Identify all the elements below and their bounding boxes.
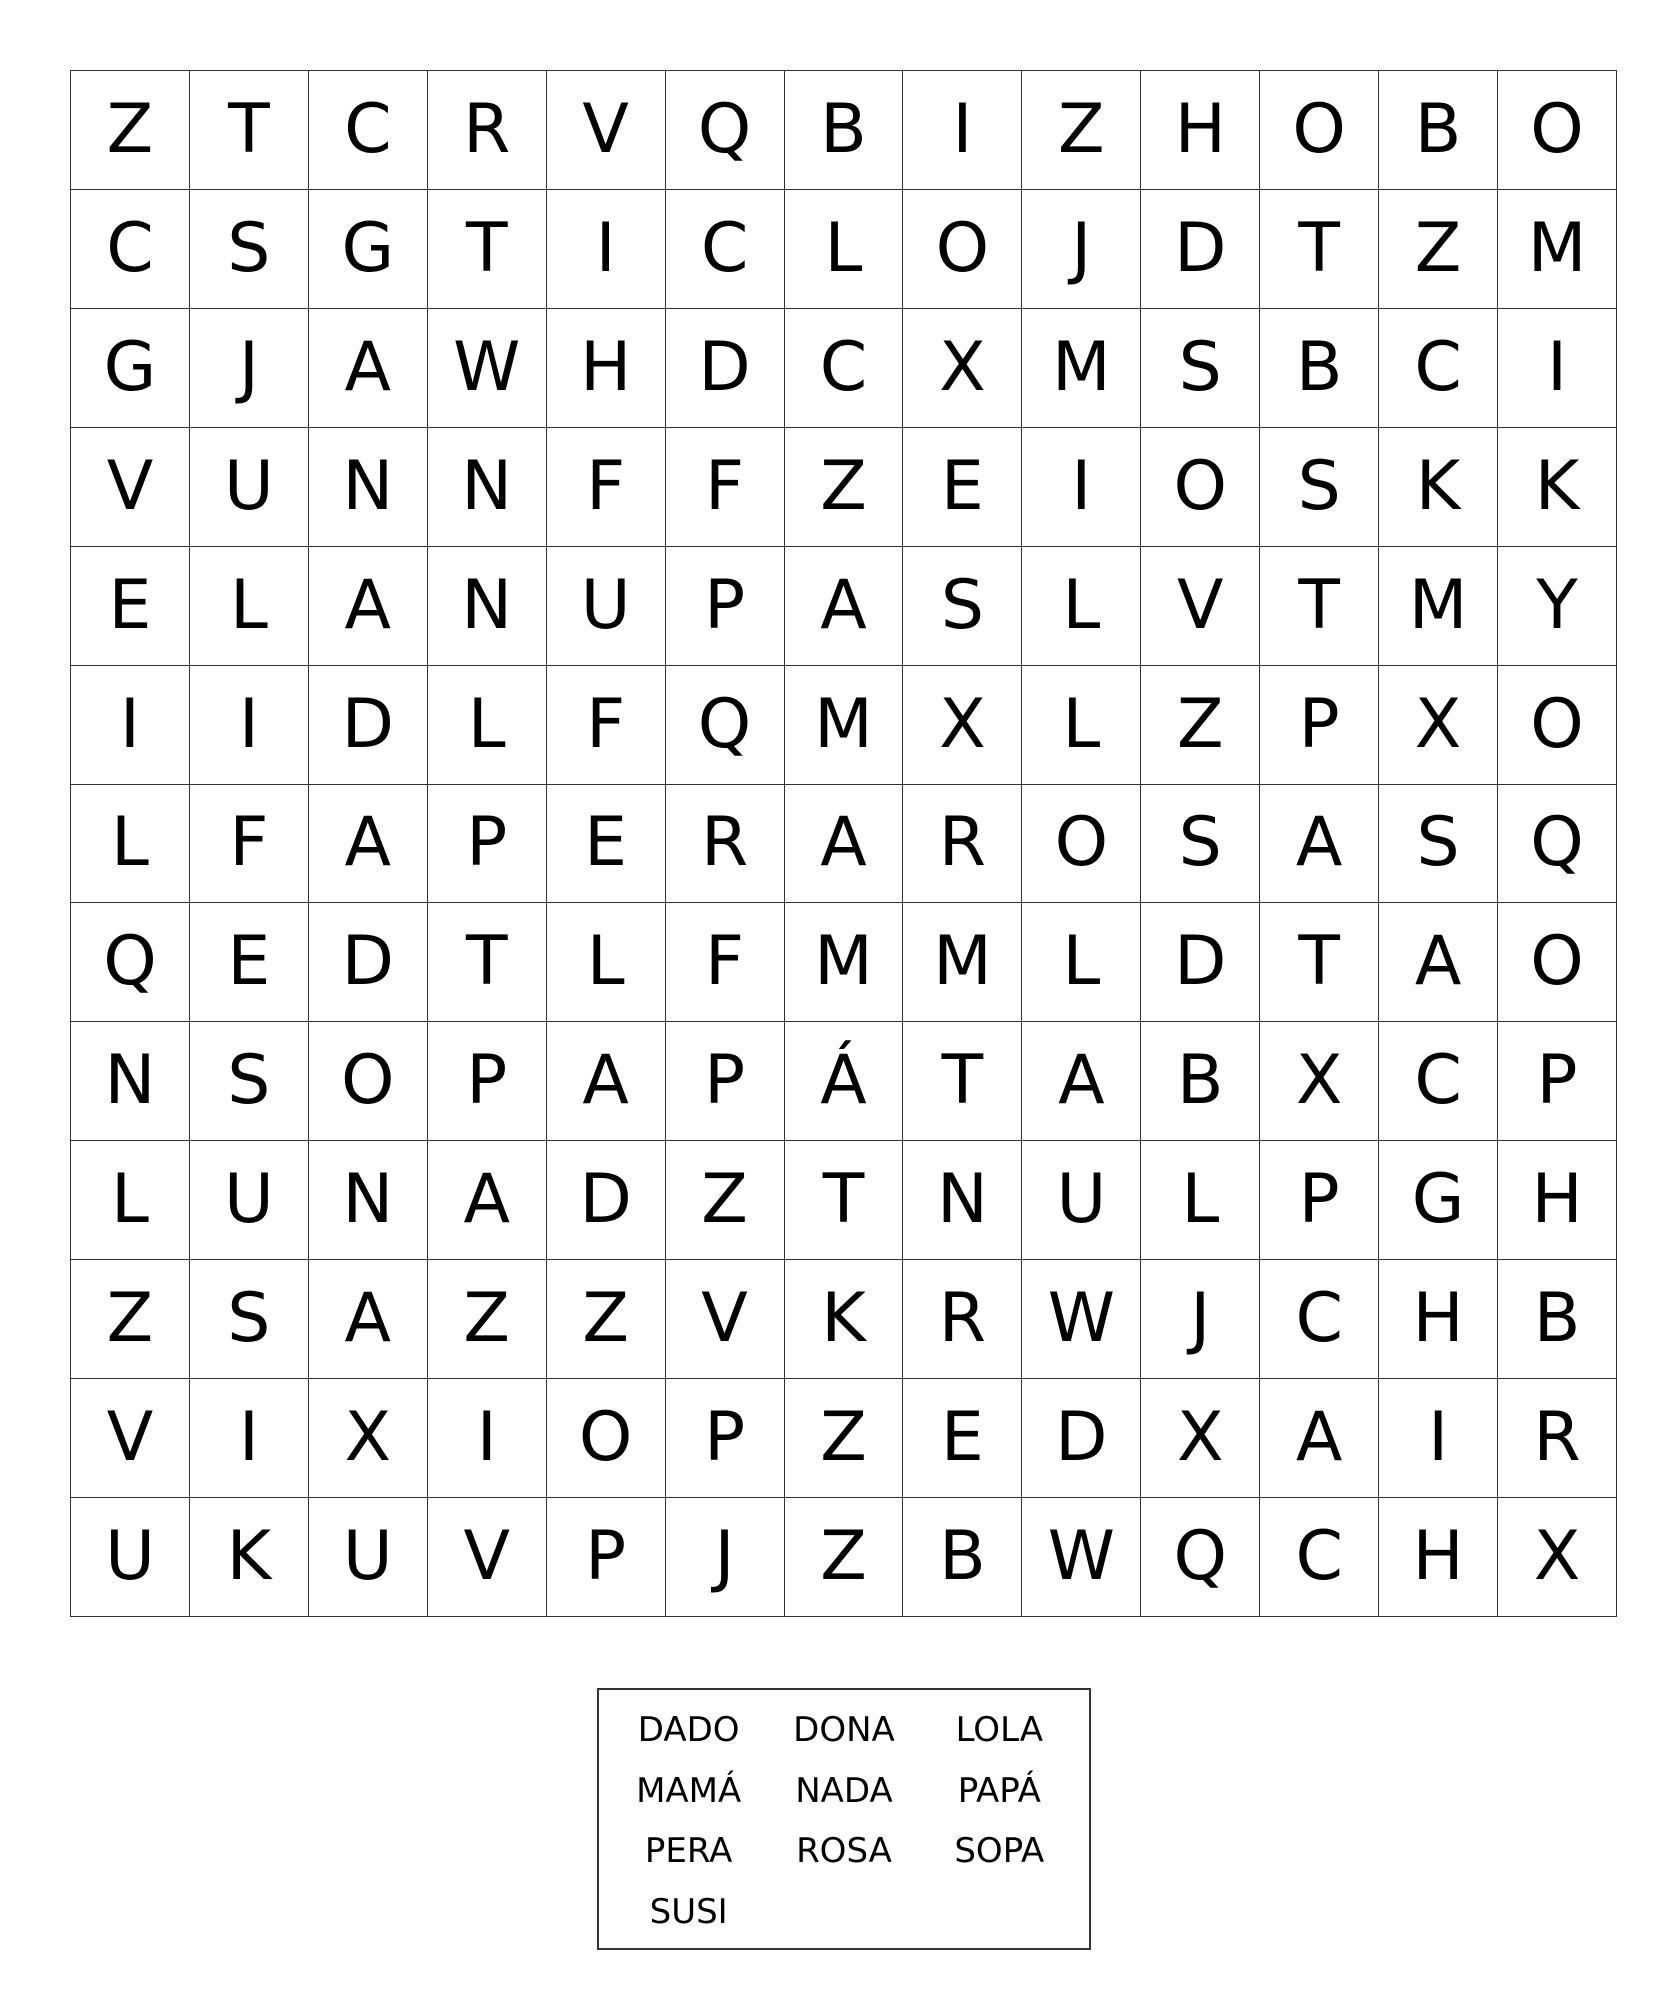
grid-cell[interactable]: C	[1260, 1260, 1379, 1379]
grid-cell[interactable]: T	[190, 71, 309, 190]
grid-cell[interactable]: T	[903, 1022, 1022, 1141]
grid-cell[interactable]: E	[190, 903, 309, 1022]
grid-cell[interactable]: D	[666, 309, 785, 428]
grid-cell[interactable]: F	[547, 666, 666, 785]
grid-cell[interactable]: Q	[1498, 785, 1617, 904]
grid-cell[interactable]: N	[309, 428, 428, 547]
grid-cell[interactable]: V	[428, 1498, 547, 1617]
grid-cell[interactable]: V	[547, 71, 666, 190]
grid-cell[interactable]: G	[71, 309, 190, 428]
grid-cell[interactable]: J	[1022, 190, 1141, 309]
grid-cell[interactable]: R	[666, 785, 785, 904]
word-item: DONA	[793, 1710, 895, 1751]
grid-cell[interactable]: L	[1022, 547, 1141, 666]
grid-cell[interactable]: R	[903, 785, 1022, 904]
grid-cell[interactable]: U	[190, 1141, 309, 1260]
grid-cell[interactable]: F	[547, 428, 666, 547]
grid-cell[interactable]: I	[903, 71, 1022, 190]
grid-cell[interactable]: P	[428, 785, 547, 904]
grid-cell[interactable]: Z	[785, 1498, 904, 1617]
grid-cell[interactable]: C	[1260, 1498, 1379, 1617]
grid-cell[interactable]: O	[1260, 71, 1379, 190]
grid-cell[interactable]: A	[1379, 903, 1498, 1022]
grid-cell[interactable]: J	[190, 309, 309, 428]
word-item: LOLA	[955, 1710, 1044, 1751]
grid-cell[interactable]: V	[666, 1260, 785, 1379]
word-item: PAPÁ	[957, 1770, 1041, 1811]
grid-cell[interactable]: G	[1379, 1141, 1498, 1260]
grid-cell[interactable]: O	[1498, 71, 1617, 190]
grid-cell[interactable]: T	[428, 190, 547, 309]
grid-cell[interactable]: Z	[71, 1260, 190, 1379]
grid-cell[interactable]: X	[1498, 1498, 1617, 1617]
grid-cell[interactable]: Y	[1498, 547, 1617, 666]
grid-cell[interactable]: O	[903, 190, 1022, 309]
grid-cell[interactable]: D	[1141, 190, 1260, 309]
grid-cell[interactable]: H	[1141, 71, 1260, 190]
grid-cell[interactable]: B	[785, 71, 904, 190]
grid-cell[interactable]: X	[903, 309, 1022, 428]
grid-cell[interactable]: N	[71, 1022, 190, 1141]
grid-cell[interactable]: A	[1260, 1379, 1379, 1498]
word-list	[597, 1688, 1091, 1950]
grid-cell[interactable]: P	[1498, 1022, 1617, 1141]
grid-cell[interactable]: D	[547, 1141, 666, 1260]
grid-cell[interactable]: M	[785, 666, 904, 785]
grid-cell[interactable]: P	[666, 547, 785, 666]
grid-cell[interactable]: M	[1379, 547, 1498, 666]
grid-cell[interactable]: E	[903, 1379, 1022, 1498]
letter-grid	[70, 70, 1617, 1617]
grid-cell[interactable]: S	[190, 190, 309, 309]
grid-cell[interactable]: O	[1498, 903, 1617, 1022]
grid-cell[interactable]: Z	[1379, 190, 1498, 309]
grid-cell[interactable]: X	[309, 1379, 428, 1498]
grid-cell[interactable]: H	[1379, 1260, 1498, 1379]
grid-cell[interactable]: Á	[785, 1022, 904, 1141]
grid-cell[interactable]: J	[666, 1498, 785, 1617]
grid-cell[interactable]: I	[1022, 428, 1141, 547]
grid-cell[interactable]: L	[190, 547, 309, 666]
grid-cell[interactable]: N	[903, 1141, 1022, 1260]
word-item: NADA	[795, 1770, 893, 1811]
grid-cell[interactable]: W	[1022, 1260, 1141, 1379]
grid-cell[interactable]: S	[1379, 785, 1498, 904]
grid-cell[interactable]: K	[1498, 428, 1617, 547]
grid-cell[interactable]: S	[1260, 428, 1379, 547]
grid-cell[interactable]: X	[1141, 1379, 1260, 1498]
grid-cell[interactable]: L	[71, 1141, 190, 1260]
grid-cell[interactable]: H	[1379, 1498, 1498, 1617]
grid-cell[interactable]: E	[903, 428, 1022, 547]
grid-cell[interactable]: S	[190, 1022, 309, 1141]
grid-cell[interactable]: Z	[785, 428, 904, 547]
grid-cell[interactable]: L	[71, 785, 190, 904]
grid-cell[interactable]: V	[71, 428, 190, 547]
grid-cell[interactable]: Q	[666, 71, 785, 190]
grid-cell[interactable]: U	[309, 1498, 428, 1617]
grid-cell[interactable]: B	[1498, 1260, 1617, 1379]
grid-cell[interactable]: I	[190, 666, 309, 785]
grid-cell[interactable]: J	[1141, 1260, 1260, 1379]
grid-cell[interactable]: Z	[1141, 666, 1260, 785]
grid-cell[interactable]: M	[785, 903, 904, 1022]
grid-cell[interactable]: H	[547, 309, 666, 428]
grid-cell[interactable]: Z	[71, 71, 190, 190]
grid-cell[interactable]: I	[547, 190, 666, 309]
grid-cell[interactable]: D	[309, 666, 428, 785]
grid-cell[interactable]: H	[1498, 1141, 1617, 1260]
word-item: SUSI	[649, 1891, 728, 1932]
grid-cell[interactable]: B	[1260, 309, 1379, 428]
grid-cell[interactable]: A	[428, 1141, 547, 1260]
grid-cell[interactable]: B	[1141, 1022, 1260, 1141]
grid-cell[interactable]: S	[190, 1260, 309, 1379]
grid-cell[interactable]: L	[428, 666, 547, 785]
grid-cell[interactable]: V	[71, 1379, 190, 1498]
grid-cell[interactable]: Q	[1141, 1498, 1260, 1617]
grid-cell[interactable]: O	[1141, 428, 1260, 547]
grid-cell[interactable]: Z	[1022, 71, 1141, 190]
grid-cell[interactable]: C	[785, 309, 904, 428]
grid-cell[interactable]: S	[1141, 785, 1260, 904]
grid-cell[interactable]: L	[1022, 903, 1141, 1022]
grid-cell[interactable]: O	[547, 1379, 666, 1498]
grid-cell[interactable]: K	[1379, 428, 1498, 547]
grid-cell[interactable]: N	[428, 547, 547, 666]
grid-cell[interactable]: S	[1141, 309, 1260, 428]
grid-cell[interactable]: Z	[785, 1379, 904, 1498]
grid-cell[interactable]: W	[1022, 1498, 1141, 1617]
grid-cell[interactable]: A	[309, 785, 428, 904]
grid-cell[interactable]: D	[1141, 903, 1260, 1022]
grid-cell[interactable]: A	[309, 547, 428, 666]
grid-cell[interactable]: Z	[428, 1260, 547, 1379]
grid-cell[interactable]: C	[309, 71, 428, 190]
word-item: PERA	[644, 1831, 733, 1872]
grid-cell[interactable]: N	[428, 428, 547, 547]
grid-cell[interactable]: A	[1022, 1022, 1141, 1141]
grid-cell[interactable]: P	[1260, 1141, 1379, 1260]
grid-cell[interactable]: Z	[666, 1141, 785, 1260]
grid-cell[interactable]: R	[428, 71, 547, 190]
grid-cell[interactable]: C	[1379, 309, 1498, 428]
grid-cell[interactable]: A	[309, 309, 428, 428]
grid-cell[interactable]: E	[71, 547, 190, 666]
grid-cell[interactable]: U	[190, 428, 309, 547]
grid-cell[interactable]: L	[785, 190, 904, 309]
grid-cell[interactable]: X	[1379, 666, 1498, 785]
grid-cell[interactable]: M	[903, 903, 1022, 1022]
grid-cell[interactable]: P	[1260, 666, 1379, 785]
grid-cell[interactable]: A	[1260, 785, 1379, 904]
grid-cell[interactable]: U	[547, 547, 666, 666]
grid-cell[interactable]: T	[785, 1141, 904, 1260]
grid-cell[interactable]: X	[1260, 1022, 1379, 1141]
grid-cell[interactable]: I	[1498, 309, 1617, 428]
grid-cell[interactable]: M	[1498, 190, 1617, 309]
grid-cell[interactable]: A	[547, 1022, 666, 1141]
grid-cell[interactable]: R	[1498, 1379, 1617, 1498]
grid-cell[interactable]: R	[903, 1260, 1022, 1379]
grid-cell[interactable]: T	[1260, 547, 1379, 666]
grid-cell[interactable]: X	[903, 666, 1022, 785]
grid-cell[interactable]: A	[309, 1260, 428, 1379]
grid-cell[interactable]: Q	[71, 903, 190, 1022]
grid-cell[interactable]: Q	[666, 666, 785, 785]
grid-cell[interactable]: D	[1022, 1379, 1141, 1498]
grid-cell[interactable]: A	[785, 785, 904, 904]
grid-cell[interactable]: T	[1260, 903, 1379, 1022]
grid-cell[interactable]: I	[428, 1379, 547, 1498]
grid-cell[interactable]: K	[190, 1498, 309, 1617]
grid-cell[interactable]: B	[903, 1498, 1022, 1617]
word-item: MAMÁ	[636, 1770, 742, 1811]
grid-cell[interactable]: U	[1022, 1141, 1141, 1260]
grid-cell[interactable]: P	[428, 1022, 547, 1141]
grid-cell[interactable]: S	[903, 547, 1022, 666]
grid-cell[interactable]: L	[547, 903, 666, 1022]
word-item: ROSA	[796, 1831, 892, 1872]
grid-cell[interactable]: O	[1022, 785, 1141, 904]
grid-cell[interactable]: C	[1379, 1022, 1498, 1141]
grid-cell[interactable]: T	[428, 903, 547, 1022]
grid-cell[interactable]: F	[190, 785, 309, 904]
grid-cell[interactable]: B	[1379, 71, 1498, 190]
grid-cell[interactable]: I	[190, 1379, 309, 1498]
grid-cell[interactable]: G	[309, 190, 428, 309]
grid-cell[interactable]: P	[666, 1022, 785, 1141]
word-item: DADO	[637, 1710, 740, 1751]
grid-cell[interactable]: A	[785, 547, 904, 666]
grid-cell[interactable]: D	[309, 903, 428, 1022]
grid-cell[interactable]: E	[547, 785, 666, 904]
word-item: SOPA	[954, 1831, 1045, 1872]
grid-cell[interactable]: V	[1141, 547, 1260, 666]
grid-cell[interactable]: F	[666, 903, 785, 1022]
grid-cell[interactable]: Z	[547, 1260, 666, 1379]
grid-cell[interactable]: C	[71, 190, 190, 309]
grid-cell[interactable]: N	[309, 1141, 428, 1260]
grid-cell[interactable]: L	[1141, 1141, 1260, 1260]
grid-cell[interactable]: P	[547, 1498, 666, 1617]
grid-cell[interactable]: I	[71, 666, 190, 785]
grid-cell[interactable]: K	[785, 1260, 904, 1379]
grid-cell[interactable]: O	[1498, 666, 1617, 785]
grid-cell[interactable]: F	[666, 428, 785, 547]
grid-cell[interactable]: T	[1260, 190, 1379, 309]
grid-cell[interactable]: O	[309, 1022, 428, 1141]
grid-cell[interactable]: W	[428, 309, 547, 428]
grid-cell[interactable]: P	[666, 1379, 785, 1498]
grid-cell[interactable]: C	[666, 190, 785, 309]
grid-cell[interactable]: I	[1379, 1379, 1498, 1498]
grid-cell[interactable]: M	[1022, 309, 1141, 428]
grid-cell[interactable]: U	[71, 1498, 190, 1617]
grid-cell[interactable]: L	[1022, 666, 1141, 785]
